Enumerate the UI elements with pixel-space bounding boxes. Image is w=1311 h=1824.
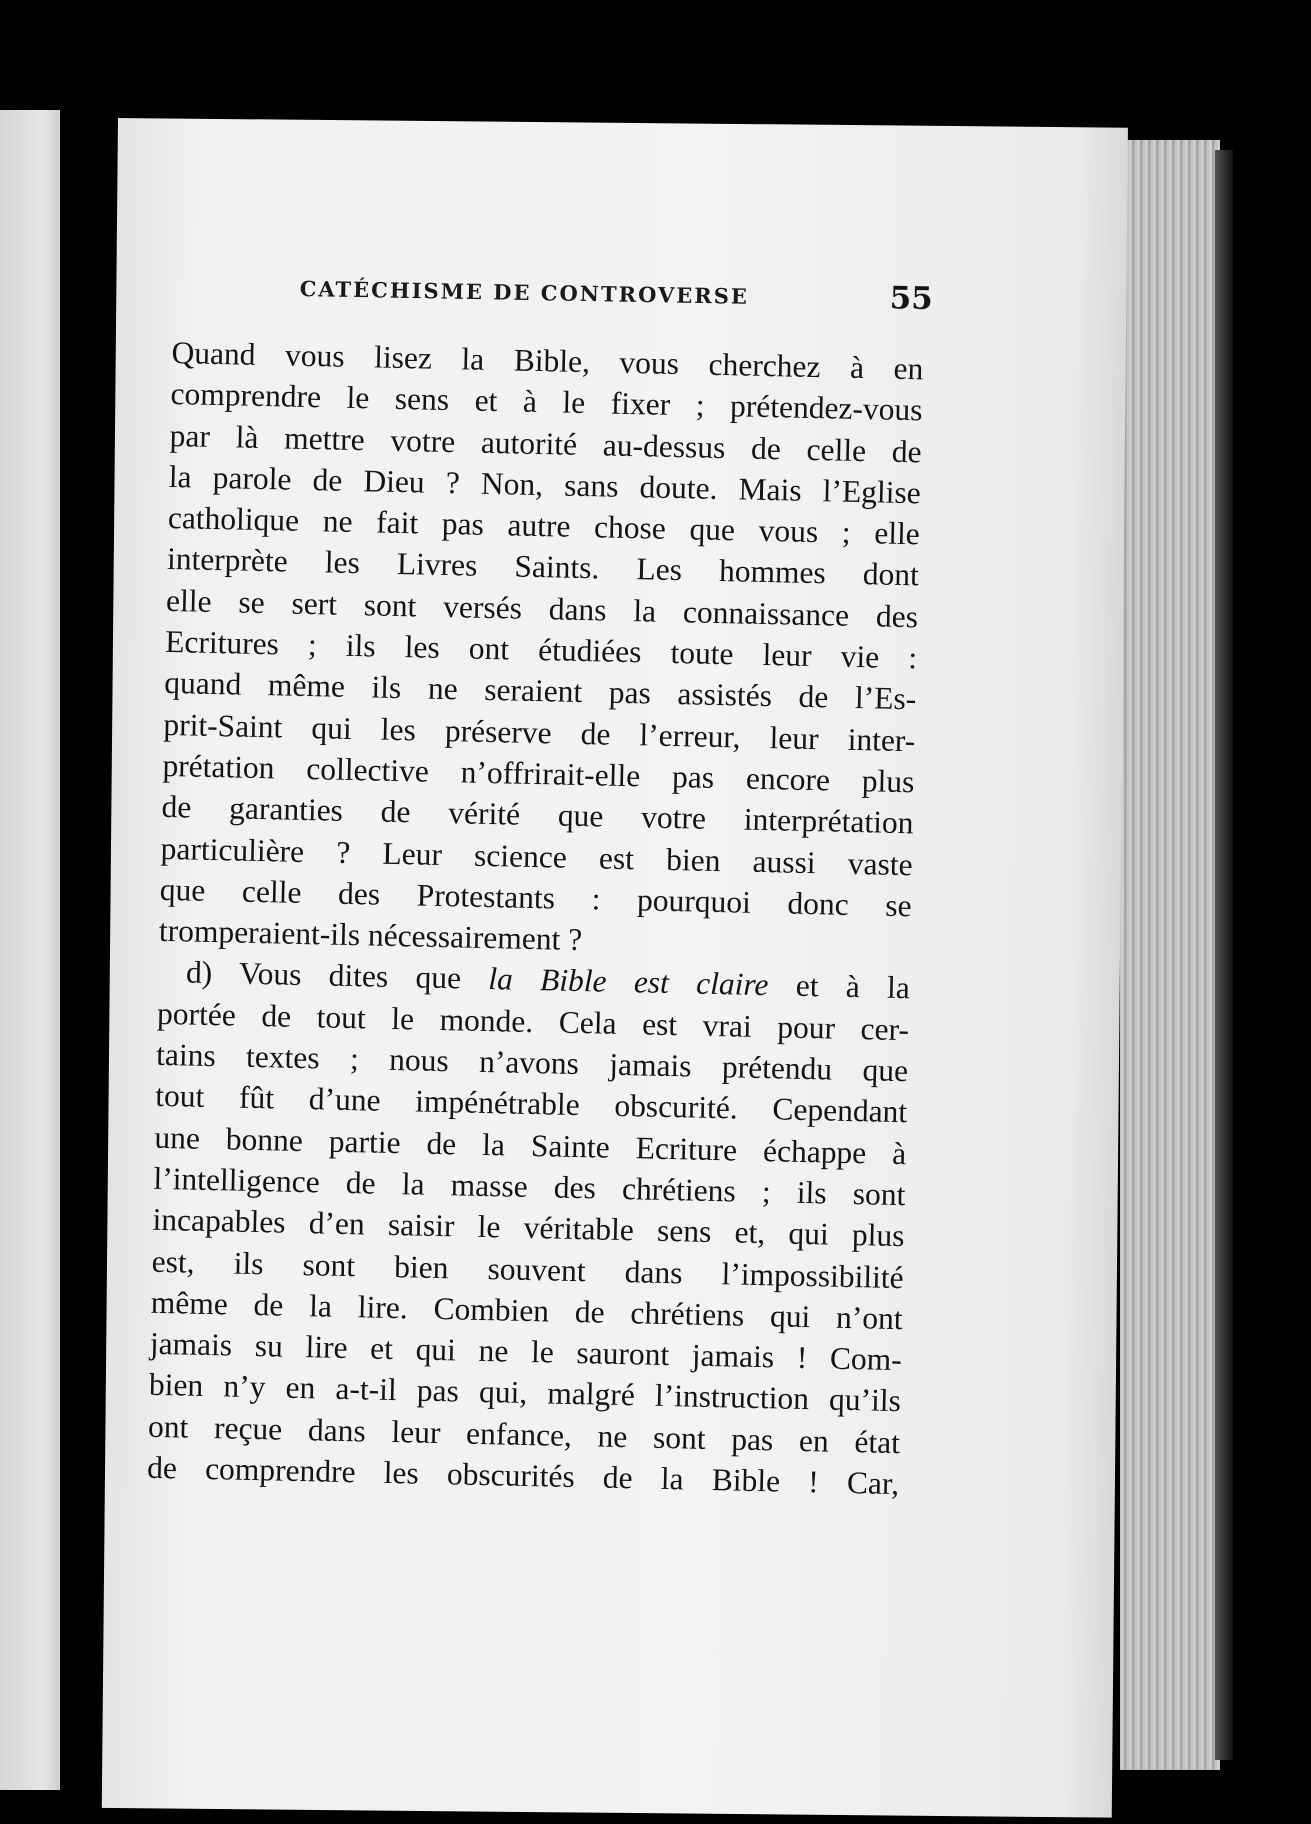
text-line: tains textes ; nous n’avons jamais prétendu que: [155, 1036, 909, 1089]
text-line: prétation collective n’offrirait-elle pas encore plus: [162, 747, 915, 800]
line-suffix: et à la: [768, 967, 911, 1006]
text-line: particulière ? Leur science est bien aussi vaste: [160, 830, 913, 882]
text-line: est, ils sont bien souvent dans l’impossibilité: [151, 1243, 904, 1295]
text-line: portée de tout le monde. Cela est vrai pour cer-: [156, 995, 910, 1047]
page-edges-stack: [1120, 140, 1220, 1770]
text-line: catholique ne fait pas autre chose que vous ; elle: [167, 500, 921, 552]
page-edges-shadow: [1215, 150, 1233, 1760]
text-line: Ecritures ; ils les ont étudiées toute leur vie :: [164, 624, 918, 676]
text-line: même de la lire. Combien de chrétiens qui n’ont: [150, 1284, 904, 1336]
text-line: une bonne partie de la Sainte Ecriture échappe à: [154, 1119, 907, 1171]
text-line: par là mettre votre autorité au-dessus de celle de: [169, 417, 922, 469]
text-line: de comprendre les obscurités de la Bible ! Car,: [146, 1449, 900, 1502]
text-line: tout fût d’une impénétrable obscurité. Cependant: [154, 1078, 908, 1130]
text-line: prit-Saint qui les préserve de l’erreur, leur inter-: [163, 706, 916, 758]
text-line: la parole de Dieu ? Non, sans doute. Mais l’Eglise: [168, 458, 922, 511]
text-line: de garanties de vérité que votre interprétation: [161, 789, 914, 841]
paragraph-d: [147, 951, 911, 1504]
text-line: que celle des Protestants : pourquoi donc se: [159, 871, 913, 924]
line-prefix: d) Vous dites que: [185, 954, 489, 997]
text-line: l’intelligence de la masse des chrétiens ; ils sont: [153, 1160, 906, 1213]
text-line: quand même ils ne seraient pas assistés de l’Es-: [163, 665, 917, 717]
page-number: 55: [889, 280, 934, 318]
facing-page-edge: [0, 110, 60, 1790]
running-title: CATÉCHISME DE CONTROVERSE: [299, 275, 750, 309]
text-line: ont reçue dans leur enfance, ne sont pas en état: [147, 1408, 901, 1460]
text-line: tromperaient-ils nécessairement ?: [158, 913, 583, 958]
text-line: Quand vous lisez la Bible, vous cherchez à en: [171, 334, 924, 387]
text-line: bien n’y en a-t-il pas qui, malgré l’instruction qu’ils: [148, 1367, 902, 1419]
italic-phrase: la Bible est claire: [487, 961, 769, 1003]
text-line: comprendre le sens et à le fixer ; prétendez-vous: [170, 376, 923, 428]
body-text: [147, 332, 924, 1504]
text-line: jamais su lire et qui ne le sauront jamais ! Com-: [149, 1325, 903, 1378]
text-line: incapables d’en saisir le véritable sens et, qui plus: [152, 1202, 905, 1254]
paragraph-1: [158, 332, 923, 968]
text-line: elle se sert sont versés dans la connaissance des: [165, 582, 919, 635]
text-line: interprète les Livres Saints. Les hommes dont: [166, 541, 920, 593]
